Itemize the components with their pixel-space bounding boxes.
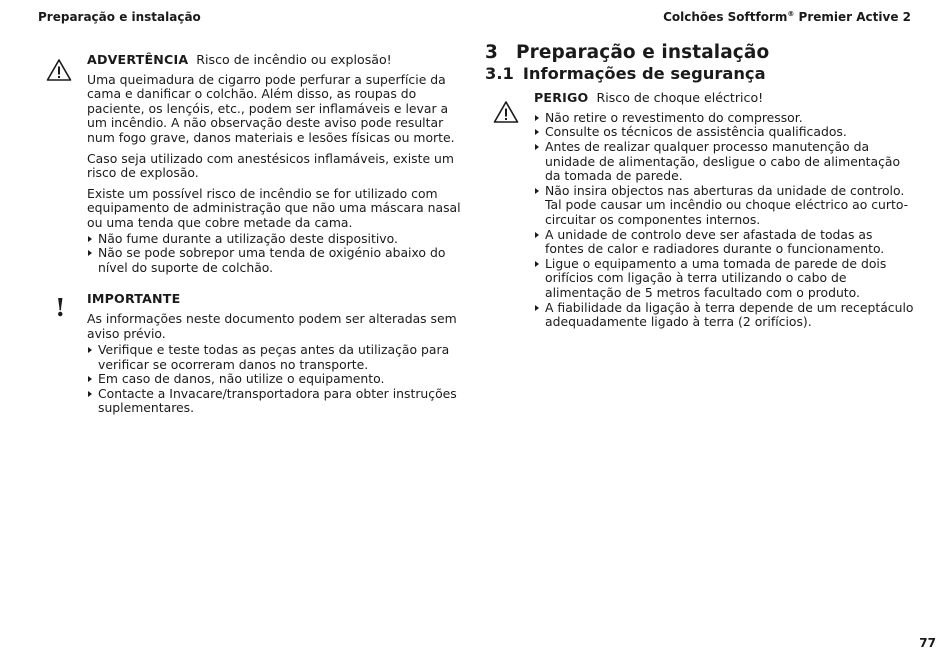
list-item: Não insira objectos nas aberturas da unidade de controlo. Tal pode causar um incêndio ou choque eléctrico ao curto-circuitar os componentes internos. — [534, 184, 915, 228]
list-item: Consulte os técnicos de assistência qualificados. — [534, 125, 915, 140]
product-name: Colchões Softform — [663, 10, 788, 24]
important-bullet-list — [87, 343, 465, 416]
list-item: Em caso de danos, não utilize o equipamento. — [87, 372, 465, 387]
exclamation-icon: ! — [55, 293, 66, 322]
page-number: 77 — [919, 636, 936, 650]
section-title: Informações de segurança — [522, 63, 766, 83]
list-item: Ligue o equipamento a uma tomada de parede de dois orifícios com ligação à terra utilizando o cabo de alimentação de 5 metros facultado com o produto. — [534, 257, 915, 301]
warning-title: Risco de incêndio ou explosão! — [196, 52, 392, 67]
warning-paragraph-3: Existe um possível risco de incêndio se for utilizado com equipamento de administração que não uma máscara nasal ou uma tenda que cobre metade da cama. — [87, 185, 461, 230]
list-item: A unidade de controlo deve ser afastada de todas as fontes de calor e radiadores durante o funcionamento. — [534, 228, 915, 257]
important-notice — [87, 292, 465, 416]
danger-bullet-list — [534, 111, 915, 330]
section-heading — [485, 63, 915, 83]
warning-triangle-icon — [493, 100, 519, 124]
warning-bullet-list — [87, 232, 465, 276]
list-item: Não se pode sobrepor uma tenda de oxigénio abaixo do nível do suporte de colchão. — [87, 246, 465, 275]
chapter-heading — [485, 42, 915, 63]
warning-paragraph-2: Caso seja utilizado com anestésicos inflamáveis, existe um risco de explosão. — [87, 150, 454, 181]
left-column — [87, 53, 465, 422]
chapter-number: 3 — [485, 42, 498, 63]
registered-mark: ® — [787, 10, 795, 18]
section-number: 3.1 — [485, 63, 514, 83]
list-item: A fiabilidade da ligação à terra depende de um receptáculo adequadamente ligado à terra (2 orifícios). — [534, 301, 915, 330]
running-header-product — [663, 10, 911, 24]
danger-keyword: PERIGO — [534, 90, 589, 106]
important-paragraph: As informações neste documento podem ser alteradas sem aviso prévio. — [87, 310, 457, 341]
danger-heading — [534, 91, 915, 106]
list-item: Verifique e teste todas as peças antes da utilização para verificar se ocorreram danos no transporte. — [87, 343, 465, 372]
danger-title: Risco de choque eléctrico! — [596, 90, 764, 106]
warning-notice — [87, 53, 465, 275]
danger-notice — [485, 91, 915, 330]
right-column — [485, 42, 915, 336]
important-keyword: IMPORTANTE — [87, 291, 181, 307]
product-suffix: Premier Active 2 — [794, 10, 911, 24]
list-item: Não retire o revestimento do compressor. — [534, 111, 915, 126]
list-item: Não fume durante a utilização deste dispositivo. — [87, 232, 465, 247]
important-heading — [87, 292, 465, 307]
warning-paragraph-1: Uma queimadura de cigarro pode perfurar a superfície da cama e danificar o colchão. Além disso, as roupas do paciente, os lençóis, etc., podem ser inflamáveis e levar a um incêndio. A não observação deste aviso pode resultar num fogo grave, danos materiais e lesões físicas ou morte. — [87, 71, 455, 145]
chapter-title: Preparação e instalação — [515, 42, 770, 63]
warning-keyword: ADVERTÊNCIA — [87, 52, 189, 67]
running-header-section: Preparação e instalação — [38, 10, 201, 24]
list-item: Contacte a Invacare/transportadora para obter instruções suplementares. — [87, 387, 465, 416]
warning-triangle-icon — [46, 58, 72, 82]
list-item: Antes de realizar qualquer processo manutenção da unidade de alimentação, desligue o cabo de alimentação da tomada de parede. — [534, 140, 915, 184]
warning-heading — [87, 53, 465, 68]
